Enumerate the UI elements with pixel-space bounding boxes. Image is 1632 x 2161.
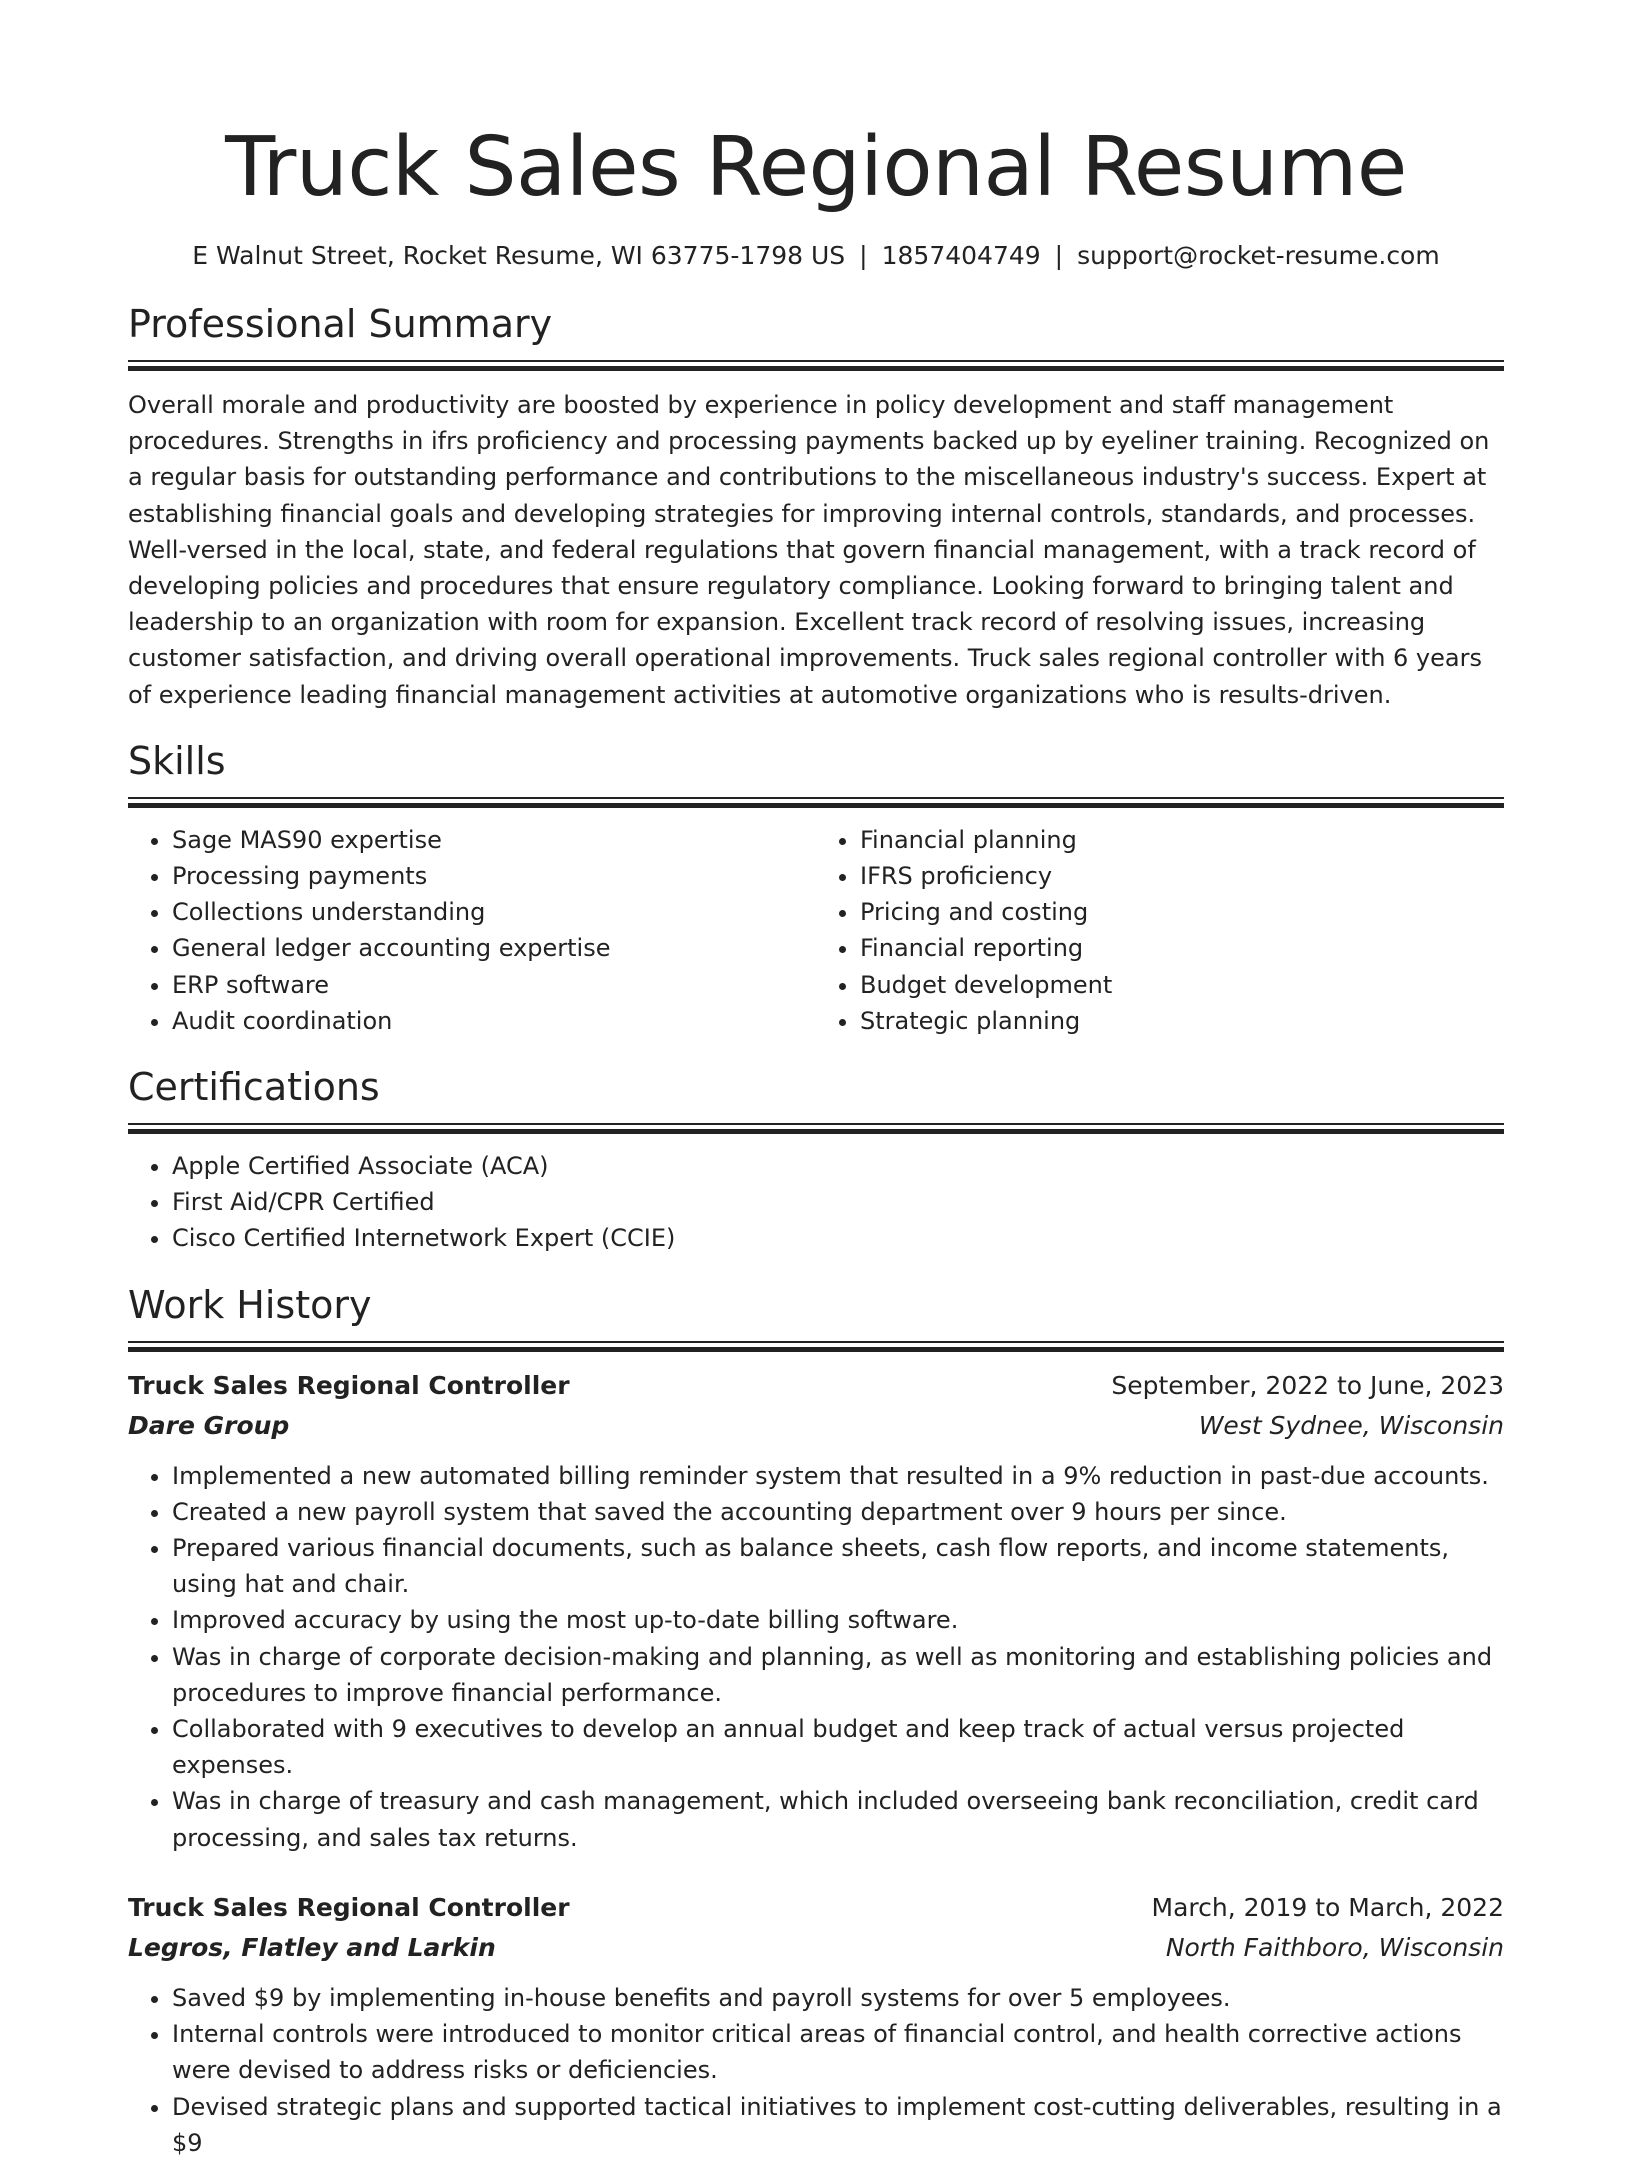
job-bullet: • Collaborated with 9 executives to develop an annual budget and keep track of actual versus projected expenses. [172, 1711, 1504, 1783]
contact-email[interactable]: support@rocket-resume.com [1077, 241, 1440, 270]
section-divider [128, 1123, 1504, 1134]
contact-separator: | [859, 241, 868, 270]
section-divider [128, 1341, 1504, 1352]
skill-item: • Financial planning [860, 822, 1504, 858]
section-divider [128, 797, 1504, 808]
skill-item: • Financial reporting [860, 930, 1504, 966]
job-bullet: • Devised strategic plans and supported tactical initiatives to implement cost-cutting deliverables, resulting in a $9 [172, 2089, 1504, 2161]
job-title: Truck Sales Regional Controller [128, 1370, 570, 1400]
contact-line [128, 240, 1504, 272]
job-bullet: • Improved accuracy by using the most up-to-date billing software. [172, 1602, 1504, 1638]
certification-item: • First Aid/CPR Certified [172, 1184, 1504, 1220]
skills-list-left [128, 822, 816, 1039]
section-title-certifications: Certifications [128, 1065, 380, 1110]
skill-item: • Collections understanding [172, 894, 816, 930]
section-title-skills: Skills [128, 738, 226, 783]
job-bullet: • Implemented a new automated billing reminder system that resulted in a 9% reduction in past-due accounts. [172, 1458, 1504, 1494]
work-history-section [128, 1281, 1504, 2161]
job-bullet: • Was in charge of treasury and cash management, which included overseeing bank reconciliation, credit card processing, and sales tax returns. [172, 1783, 1504, 1855]
skill-item: • IFRS proficiency [860, 858, 1504, 894]
job-bullet: • Internal controls were introduced to monitor critical areas of financial control, and health corrective actions were devised to address risks or deficiencies. [172, 2016, 1504, 2088]
skill-item: • Sage MAS90 expertise [172, 822, 816, 858]
certification-item: • Cisco Certified Internetwork Expert (CCIE) [172, 1220, 1504, 1256]
job-bullet: • Saved $9 by implementing in-house benefits and payroll systems for over 5 employees. [172, 1980, 1504, 2016]
skill-item: • Strategic planning [860, 1003, 1504, 1039]
section-title-summary: Professional Summary [128, 302, 553, 346]
certifications-section [128, 1063, 1504, 1257]
skills-grid [128, 822, 1504, 1039]
contact-address: E Walnut Street, Rocket Resume, WI 63775-1798 US [192, 241, 846, 270]
job-location: West Sydnee, Wisconsin [1198, 1410, 1504, 1440]
job-dates: September, 2022 to June, 2023 [1111, 1370, 1504, 1400]
section-title-work-history: Work History [128, 1282, 372, 1327]
job-bullets [128, 1458, 1504, 1856]
section-divider [128, 360, 1504, 371]
job-title: Truck Sales Regional Controller [128, 1892, 570, 1922]
job-bullets [128, 1980, 1504, 2161]
skill-item: • Audit coordination [172, 1003, 816, 1039]
contact-separator: | [1054, 241, 1064, 270]
resume-title: Truck Sales Regional Resume [225, 120, 1407, 215]
job-company: Dare Group [128, 1410, 290, 1440]
contact-phone: 1857404749 [881, 241, 1041, 270]
certification-item: • Apple Certified Associate (ACA) [172, 1148, 1504, 1184]
skill-item: • Processing payments [172, 858, 816, 894]
skills-section [128, 737, 1504, 1039]
skills-list-right [816, 822, 1504, 1039]
skill-item: • ERP software [172, 967, 816, 1003]
skill-item: • General ledger accounting expertise [172, 930, 816, 966]
job-subheader [128, 1928, 1504, 1968]
job-subheader [128, 1406, 1504, 1446]
job-location: North Faithboro, Wisconsin [1165, 1932, 1504, 1962]
job-header [128, 1888, 1504, 1928]
summary-text: Overall morale and productivity are boosted by experience in policy development and staff management procedures. Strengths in ifrs proficiency and processing payments backed up by eyeliner training. Recognized on a regular basis for outstanding performance and contributions to the miscellaneous industry's success. Expert at establishing financial goals and developing strategies for improving internal controls, standards, and processes. Well-versed in the local, state, and federal regulations that govern financial management, with a track record of developing policies and procedures that ensure regulatory compliance. Looking forward to bringing talent and leadership to an organization with room for expansion. Excellent track record of resolving issues, increasing customer satisfaction, and driving overall operational improvements. Truck sales regional controller with 6 years of experience leading financial management activities at automotive organizations who is results-driven. [128, 391, 1490, 709]
job-company: Legros, Flatley and Larkin [128, 1932, 496, 1962]
skill-item: • Budget development [860, 967, 1504, 1003]
job-bullet: • Created a new payroll system that saved the accounting department over 9 hours per since. [172, 1494, 1504, 1530]
job-header [128, 1366, 1504, 1406]
job-entry [128, 1888, 1504, 2161]
job-entry [128, 1366, 1504, 1856]
job-bullet: • Prepared various financial documents, such as balance sheets, cash flow reports, and income statements, using hat and chair. [172, 1530, 1504, 1602]
certifications-list [128, 1148, 1504, 1257]
job-bullet: • Was in charge of corporate decision-making and planning, as well as monitoring and establishing policies and procedures to improve financial performance. [172, 1639, 1504, 1711]
skill-item: • Pricing and costing [860, 894, 1504, 930]
job-dates: March, 2019 to March, 2022 [1151, 1892, 1504, 1922]
summary-section [128, 300, 1504, 713]
